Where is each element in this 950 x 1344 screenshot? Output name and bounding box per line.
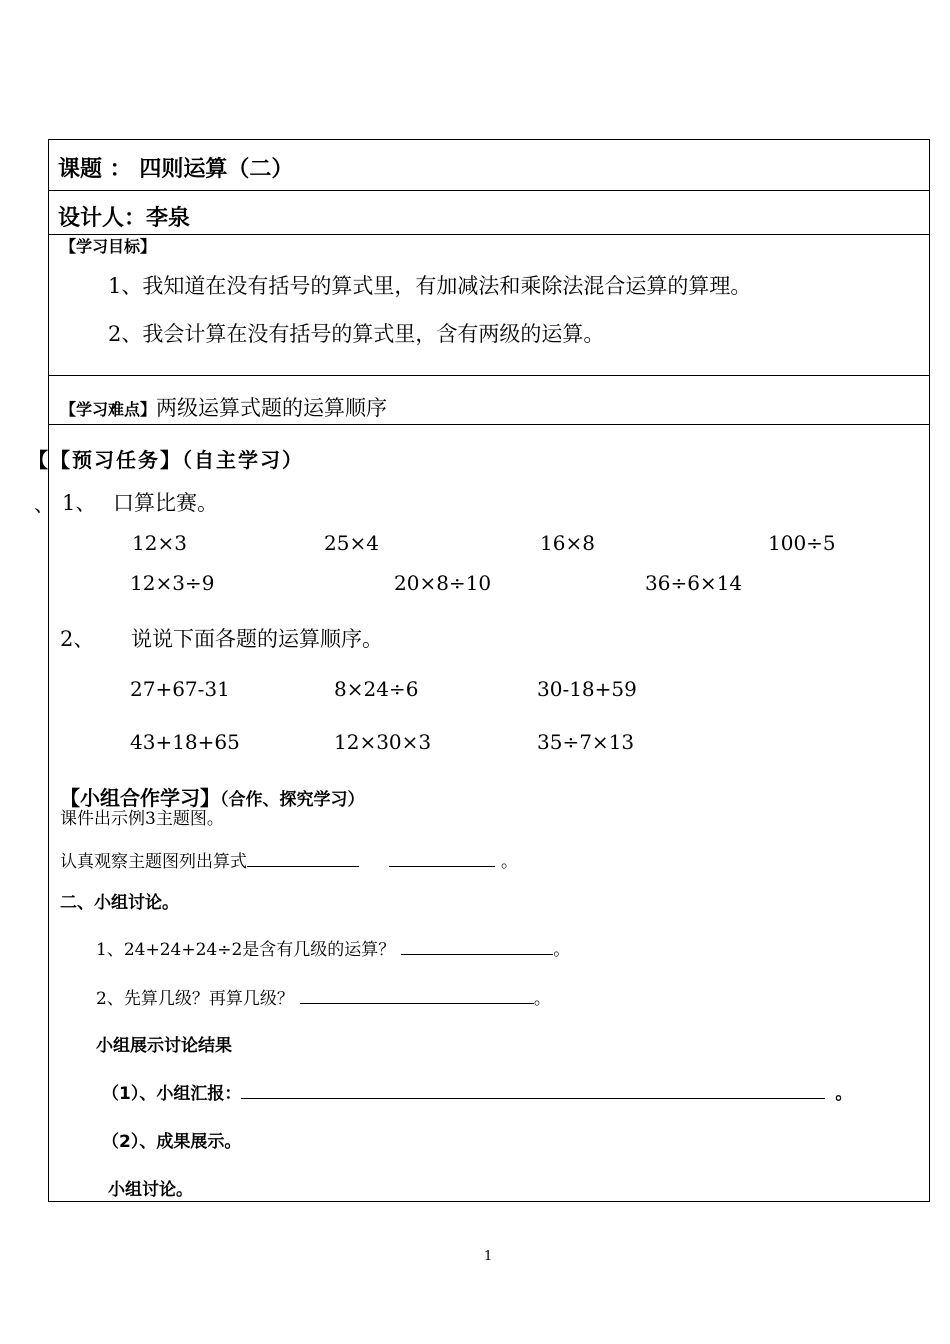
- group-report-end: 。: [835, 1084, 853, 1104]
- row-divider-1: [48, 190, 930, 191]
- goal-item-1: 1、我知道在没有括号的算式里，有加减法和乘除法混合运算的算理。: [108, 274, 752, 298]
- stray-bracket: 【: [28, 448, 48, 472]
- stray-mark: 、: [34, 492, 54, 516]
- discussion-2-text: 2、先算几级？再算几级？: [96, 989, 294, 1009]
- group-line-2-text: 认真观察主题图列出算式: [60, 852, 247, 872]
- calc-1-1: 12×3: [132, 531, 187, 555]
- discussion-2-blank[interactable]: [300, 987, 534, 1004]
- discussion-2-end: 。: [533, 989, 551, 1009]
- discussion-1: [96, 935, 570, 960]
- show-results-heading: 小组展示讨论结果: [96, 1036, 232, 1056]
- order-1-2: 8×24÷6: [334, 677, 419, 701]
- order-2-3: 35÷7×13: [537, 730, 635, 754]
- discussion-1-blank[interactable]: [401, 938, 553, 955]
- goal-item-2: 2、我会计算在没有括号的算式里，含有两级的运算。: [108, 322, 605, 346]
- discussion-1-end: 。: [553, 940, 571, 960]
- formula-blank-1[interactable]: [247, 850, 359, 867]
- row-divider-3: [48, 375, 930, 376]
- calc-1-4: 100÷5: [768, 531, 836, 555]
- discussion-2: [96, 984, 551, 1009]
- question-2-text: 说说下面各题的运算顺序。: [131, 627, 383, 651]
- section-2-heading: 二、小组讨论。: [60, 893, 179, 913]
- formula-blank-2[interactable]: [389, 850, 495, 867]
- group-line-2: [60, 847, 518, 872]
- group-discussion: 小组讨论。: [108, 1180, 193, 1200]
- order-2-2: 12×30×3: [334, 730, 432, 754]
- difficulty-text: 两级运算式题的运算顺序: [156, 396, 388, 420]
- group-line-1: 课件出示例3主题图。: [60, 809, 224, 829]
- group-report: [102, 1079, 852, 1104]
- calc-2-3: 36÷6×14: [645, 571, 743, 595]
- difficulty-row: [60, 392, 387, 422]
- question-1-label: 1、: [62, 491, 97, 515]
- calc-2-2: 20×8÷10: [394, 571, 492, 595]
- order-2-1: 43+18+65: [130, 730, 240, 754]
- question-2-label: 2、: [60, 627, 95, 651]
- order-1-3: 30-18+59: [537, 677, 637, 701]
- calc-2-1: 12×3÷9: [130, 571, 215, 595]
- preview-heading: 【预习任务】（自主学习）: [50, 448, 304, 472]
- page-number: 1: [484, 1249, 493, 1264]
- group-report-text: （1）、小组汇报：: [102, 1084, 242, 1104]
- row-divider-2: [48, 234, 930, 235]
- group-heading-sub: （合作、探究学习）: [220, 790, 365, 810]
- discussion-1-text: 1、24+24+24÷2是含有几级的运算？: [96, 940, 396, 960]
- goals-heading: 【学习目标】: [60, 237, 157, 256]
- group-report-blank[interactable]: [241, 1082, 825, 1099]
- question-1-text: 口算比赛。: [113, 491, 218, 515]
- calc-1-3: 16×8: [540, 531, 595, 555]
- row-divider-4: [48, 424, 930, 425]
- designer: 设计人：李泉: [58, 206, 191, 231]
- difficulty-heading: 【学习难点】: [60, 400, 157, 419]
- lesson-title: 课题 ： 四则运算（二）: [58, 157, 294, 182]
- result-display: （2）、成果展示。: [102, 1132, 242, 1152]
- group-line-2-end: 。: [501, 852, 518, 872]
- calc-1-2: 25×4: [324, 531, 379, 555]
- order-1-1: 27+67-31: [130, 677, 230, 701]
- group-heading: 【小组合作学习】: [60, 786, 220, 810]
